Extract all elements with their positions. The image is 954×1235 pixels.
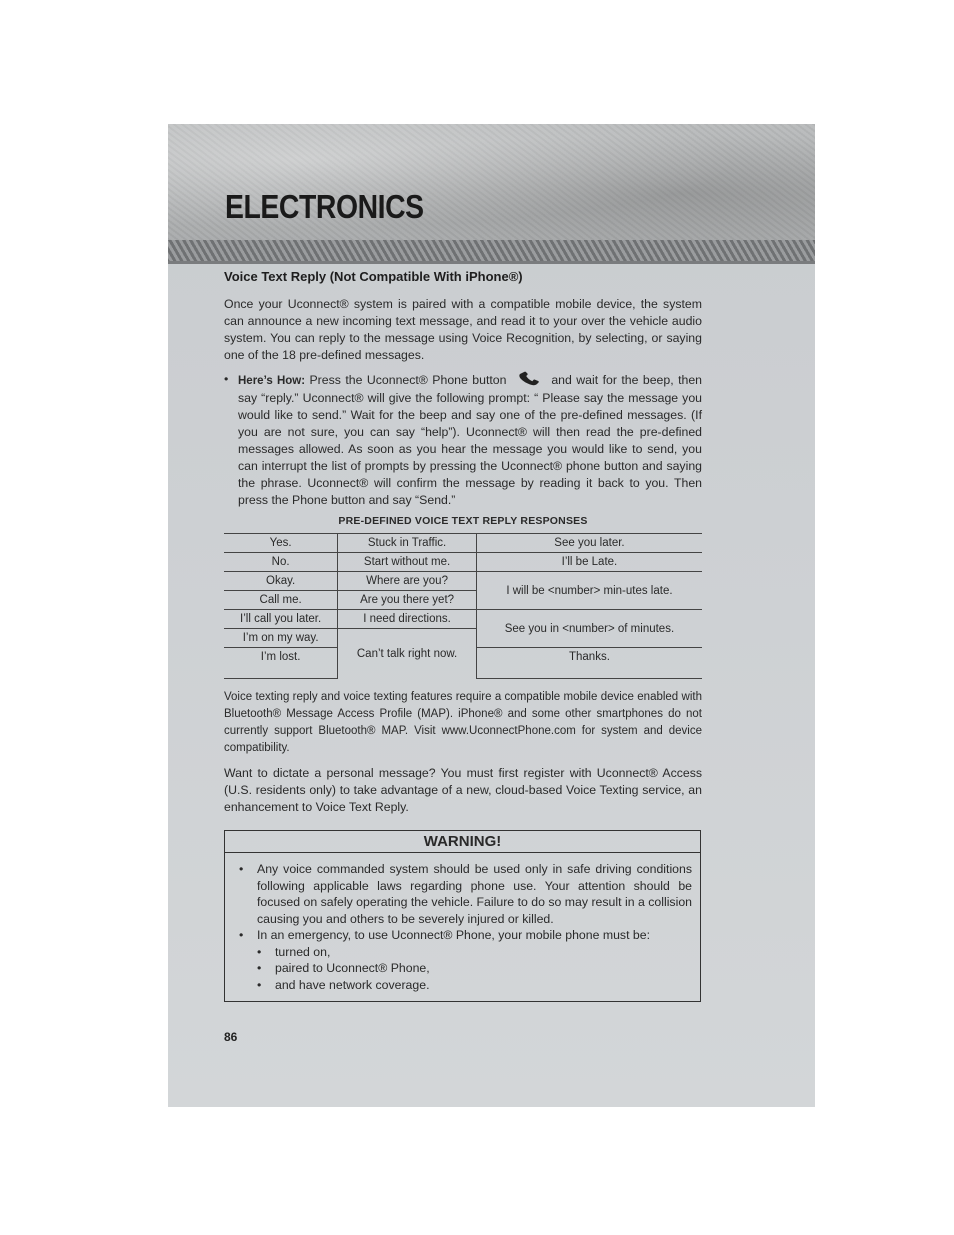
compatibility-note: Voice texting reply and voice texting features require a compatible mobile device enabled with Bluetooth® Message Access Profile (MAP). iPhone® and some other smartphones do not currently support Bluetooth® MAP. Visit www.UconnectPhone.com for system and device compatibility. [224, 691, 702, 754]
warning-title: WARNING! [225, 831, 700, 853]
table-cell: Are you there yet? [338, 591, 477, 610]
intro-paragraph: Once your Uconnect® system is paired with a compatible mobile device, the system can announce a new incoming text message, and read it to your over the vehicle audio system. You can reply to the message using Voice Recognition, by selecting, or saying one of the 18 pre-defined messages. [224, 297, 702, 362]
bullet-dot: • [239, 862, 244, 876]
howto-text-after: and wait for the beep, then say “reply.” Uconnect® will give the following prompt: “ Please say the message you would like to send.” Wait for the beep and say one of the pre-defined messages. (If you are not sure, you can say “help”). Uconnect® will then read the pre-defined messages allowed. As soon as you hear the message you would like to send, you can interrupt the list of prompts by pressing the Uconnect® phone button and saying the phrase. Uconnect® will confirm the message by reading it back to you. Then press the Phone button and say “Send.” [238, 373, 703, 507]
main-content [224, 268, 702, 1002]
table-cell: Thanks. [476, 648, 702, 679]
bullet-dot: • [224, 372, 229, 386]
table-cell: Call me. [224, 591, 338, 610]
warning-subitem: • and have network coverage. [257, 977, 430, 992]
howto-label: Here’s How: [238, 375, 306, 387]
table-cell: Start without me. [338, 553, 477, 572]
responses-table [224, 533, 702, 679]
warning-box [224, 830, 701, 1002]
table-cell: Yes. [224, 534, 338, 553]
table-cell: See you in <number> of minutes. [476, 610, 702, 648]
section-title: Voice Text Reply (Not Compatible With iPhone®) [224, 269, 523, 284]
page-title: ELECTRONICS [225, 188, 424, 225]
table-row [224, 534, 702, 553]
warning-subitem: • paired to Uconnect® Phone, [257, 961, 430, 975]
phone-icon [517, 371, 541, 387]
warning-subitem: • turned on, [257, 944, 331, 959]
table-cell: I’ll call you later. [224, 610, 338, 629]
bullet-dot: • [257, 961, 262, 975]
section-header [168, 124, 815, 240]
table-row [224, 572, 702, 591]
warning-body [225, 853, 700, 1001]
table-title: PRE-DEFINED VOICE TEXT REPLY RESPONSES [338, 515, 588, 527]
bullet-dot: • [257, 977, 262, 992]
table-cell: No. [224, 553, 338, 572]
dictate-note: Want to dictate a personal message? You must first register with Uconnect® Access (U.S. residents only) to take advantage of a new, cloud-based Voice Texting service, an enhancement to Voice Text Reply. [224, 766, 702, 814]
howto-bullet [224, 371, 702, 509]
howto-text-before: Press the Uconnect® Phone button [309, 373, 507, 387]
header-stripe [168, 240, 815, 264]
table-cell: I’m lost. [224, 648, 338, 679]
bullet-dot: • [257, 944, 262, 959]
bullet-dot: • [239, 928, 244, 942]
table-cell: Where are you? [338, 572, 477, 591]
table-cell: Stuck in Traffic. [338, 534, 477, 553]
table-cell: Okay. [224, 572, 338, 591]
table-row [224, 610, 702, 629]
manual-page [168, 124, 815, 1107]
table-row [224, 553, 702, 572]
table-cell: Can’t talk right now. [338, 629, 477, 679]
warning-item: • Any voice commanded system should be used only in safe driving conditions following applicable laws regarding phone use. Your attention should be focused on safely operating the vehicle. Failure to do so may result in a collision causing you and others to be severely injured or killed. [233, 861, 692, 927]
table-cell: I need directions. [338, 610, 477, 629]
table-cell: I will be <number> min-utes late. [476, 572, 702, 610]
table-cell: I’m on my way. [224, 629, 338, 648]
warning-item: • In an emergency, to use Uconnect® Phone, your mobile phone must be: [233, 927, 692, 944]
table-cell: See you later. [476, 534, 702, 553]
table-cell: I’ll be Late. [476, 553, 702, 572]
page-number: 86 [224, 1030, 238, 1044]
